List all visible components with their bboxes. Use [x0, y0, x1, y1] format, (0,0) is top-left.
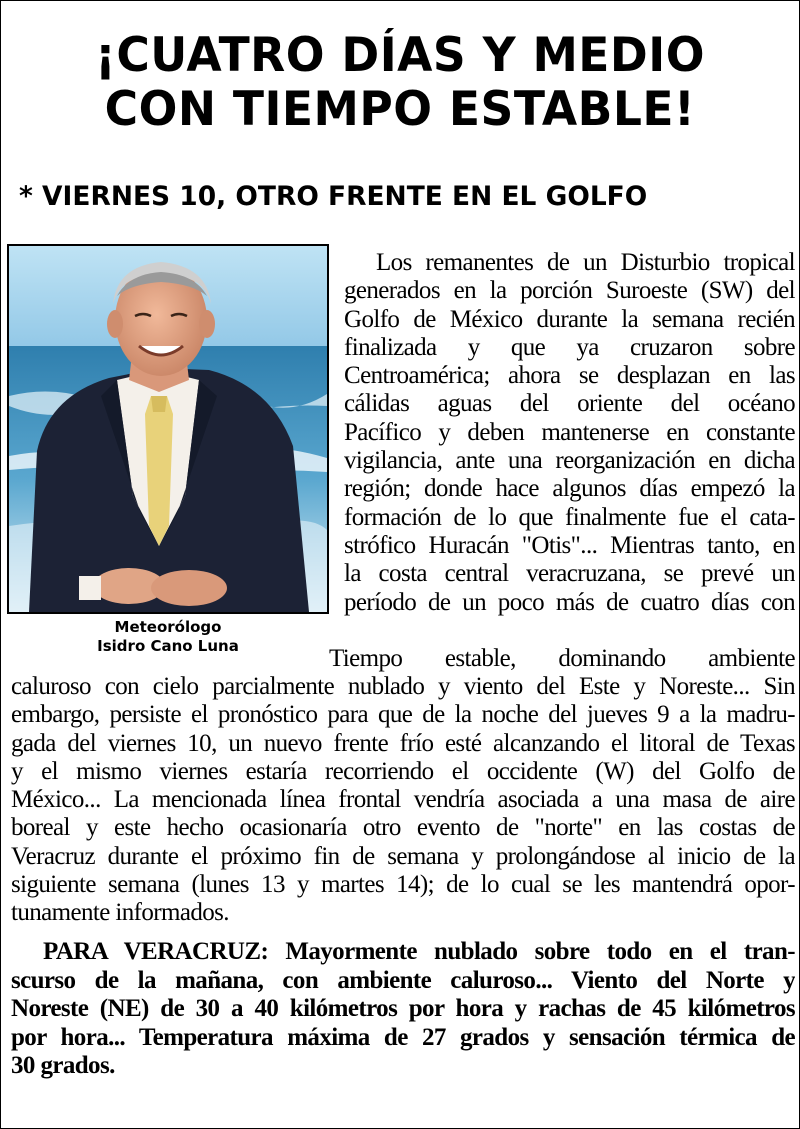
article-line: Veracruz durante el próximo fin de semana y prolongándose al inicio de la — [11, 842, 795, 870]
article-right-column — [344, 249, 795, 617]
article-line: región; donde hace algunos días empezó la — [344, 475, 795, 503]
article-line: Pacífico y deben mantenerse en constante — [344, 418, 795, 446]
article-line: vigilancia, ante una reorganización en dicha — [344, 447, 795, 475]
article-line: tunamente informados. — [11, 899, 229, 927]
article-line: Centroamérica; ahora se desplazan en las — [344, 362, 795, 390]
meteorologist-photo — [7, 244, 329, 614]
forecast-line: scurso de la mañana, con ambiente caluroso... Viento del Norte y — [11, 966, 795, 994]
article-line: Tiempo estable, dominando ambiente — [329, 645, 795, 672]
headline — [13, 29, 787, 137]
headline-line-1: ¡CUATRO DÍAS Y MEDIO — [95, 28, 705, 83]
subheadline: * VIERNES 10, OTRO FRENTE EN EL GOLFO — [19, 181, 648, 212]
article-line: boreal y este hecho ocasionaría otro evento de "norte" en las costas de — [11, 814, 795, 842]
forecast-line: PARA VERACRUZ: Mayormente nublado sobre todo en el tran- — [43, 938, 795, 965]
headline-line-2: CON TIEMPO ESTABLE! — [104, 82, 696, 137]
article-line: finalizada y que ya cruzaron sobre — [344, 333, 795, 361]
photo-caption — [7, 618, 329, 656]
article-line: caluroso con cielo parcialmente nublado y viento del Este y Noreste... Sin — [11, 673, 795, 700]
article-line: período de un poco más de cuatro días con — [344, 588, 795, 616]
article-line: strófico Huracán "Otis"... Mientras tanto, en — [344, 531, 795, 559]
portrait-illustration — [9, 246, 327, 612]
forecast-line: 30 grados. — [11, 1052, 115, 1079]
forecast-veracruz — [11, 938, 795, 1081]
forecast-line: Noreste (NE) de 30 a 40 kilómetros por hora y rachas de 45 kilómetros — [11, 995, 795, 1022]
article-line: la costa central veracruzana, se prevé un — [344, 560, 795, 588]
article-line: y el mismo viernes estaría recorriendo el occidente (W) del Golfo de — [11, 757, 795, 785]
article-line: siguiente semana (lunes 13 y martes 14); de lo cual se les mantendrá opor- — [11, 871, 795, 899]
article-line: cálidas aguas del oriente del océano — [344, 390, 795, 418]
article-line: generados en la porción Suroeste (SW) del — [344, 277, 795, 305]
caption-role: Meteorólogo — [114, 618, 222, 636]
forecast-line: por hora... Temperatura máxima de 27 grados y sensación térmica de — [11, 1023, 795, 1051]
article-line: México... La mencionada línea frontal vendría asociada a una masa de aire — [11, 786, 795, 814]
article-line: gada del viernes 10, un nuevo frente frío esté alcanzando el litoral de Texas — [11, 729, 795, 757]
article-line: formación de lo que finalmente fue el cata- — [344, 503, 795, 531]
article-line: Los remanentes de un Disturbio tropical — [376, 249, 795, 276]
article-line: Golfo de México durante la semana recién — [344, 305, 795, 333]
article-tiempo-line — [329, 645, 795, 673]
article-line: embargo, persiste el pronóstico para que de la noche del jueves 9 a la madru- — [11, 701, 795, 729]
article-full-width — [11, 673, 795, 928]
caption-name: Isidro Cano Luna — [97, 637, 239, 655]
